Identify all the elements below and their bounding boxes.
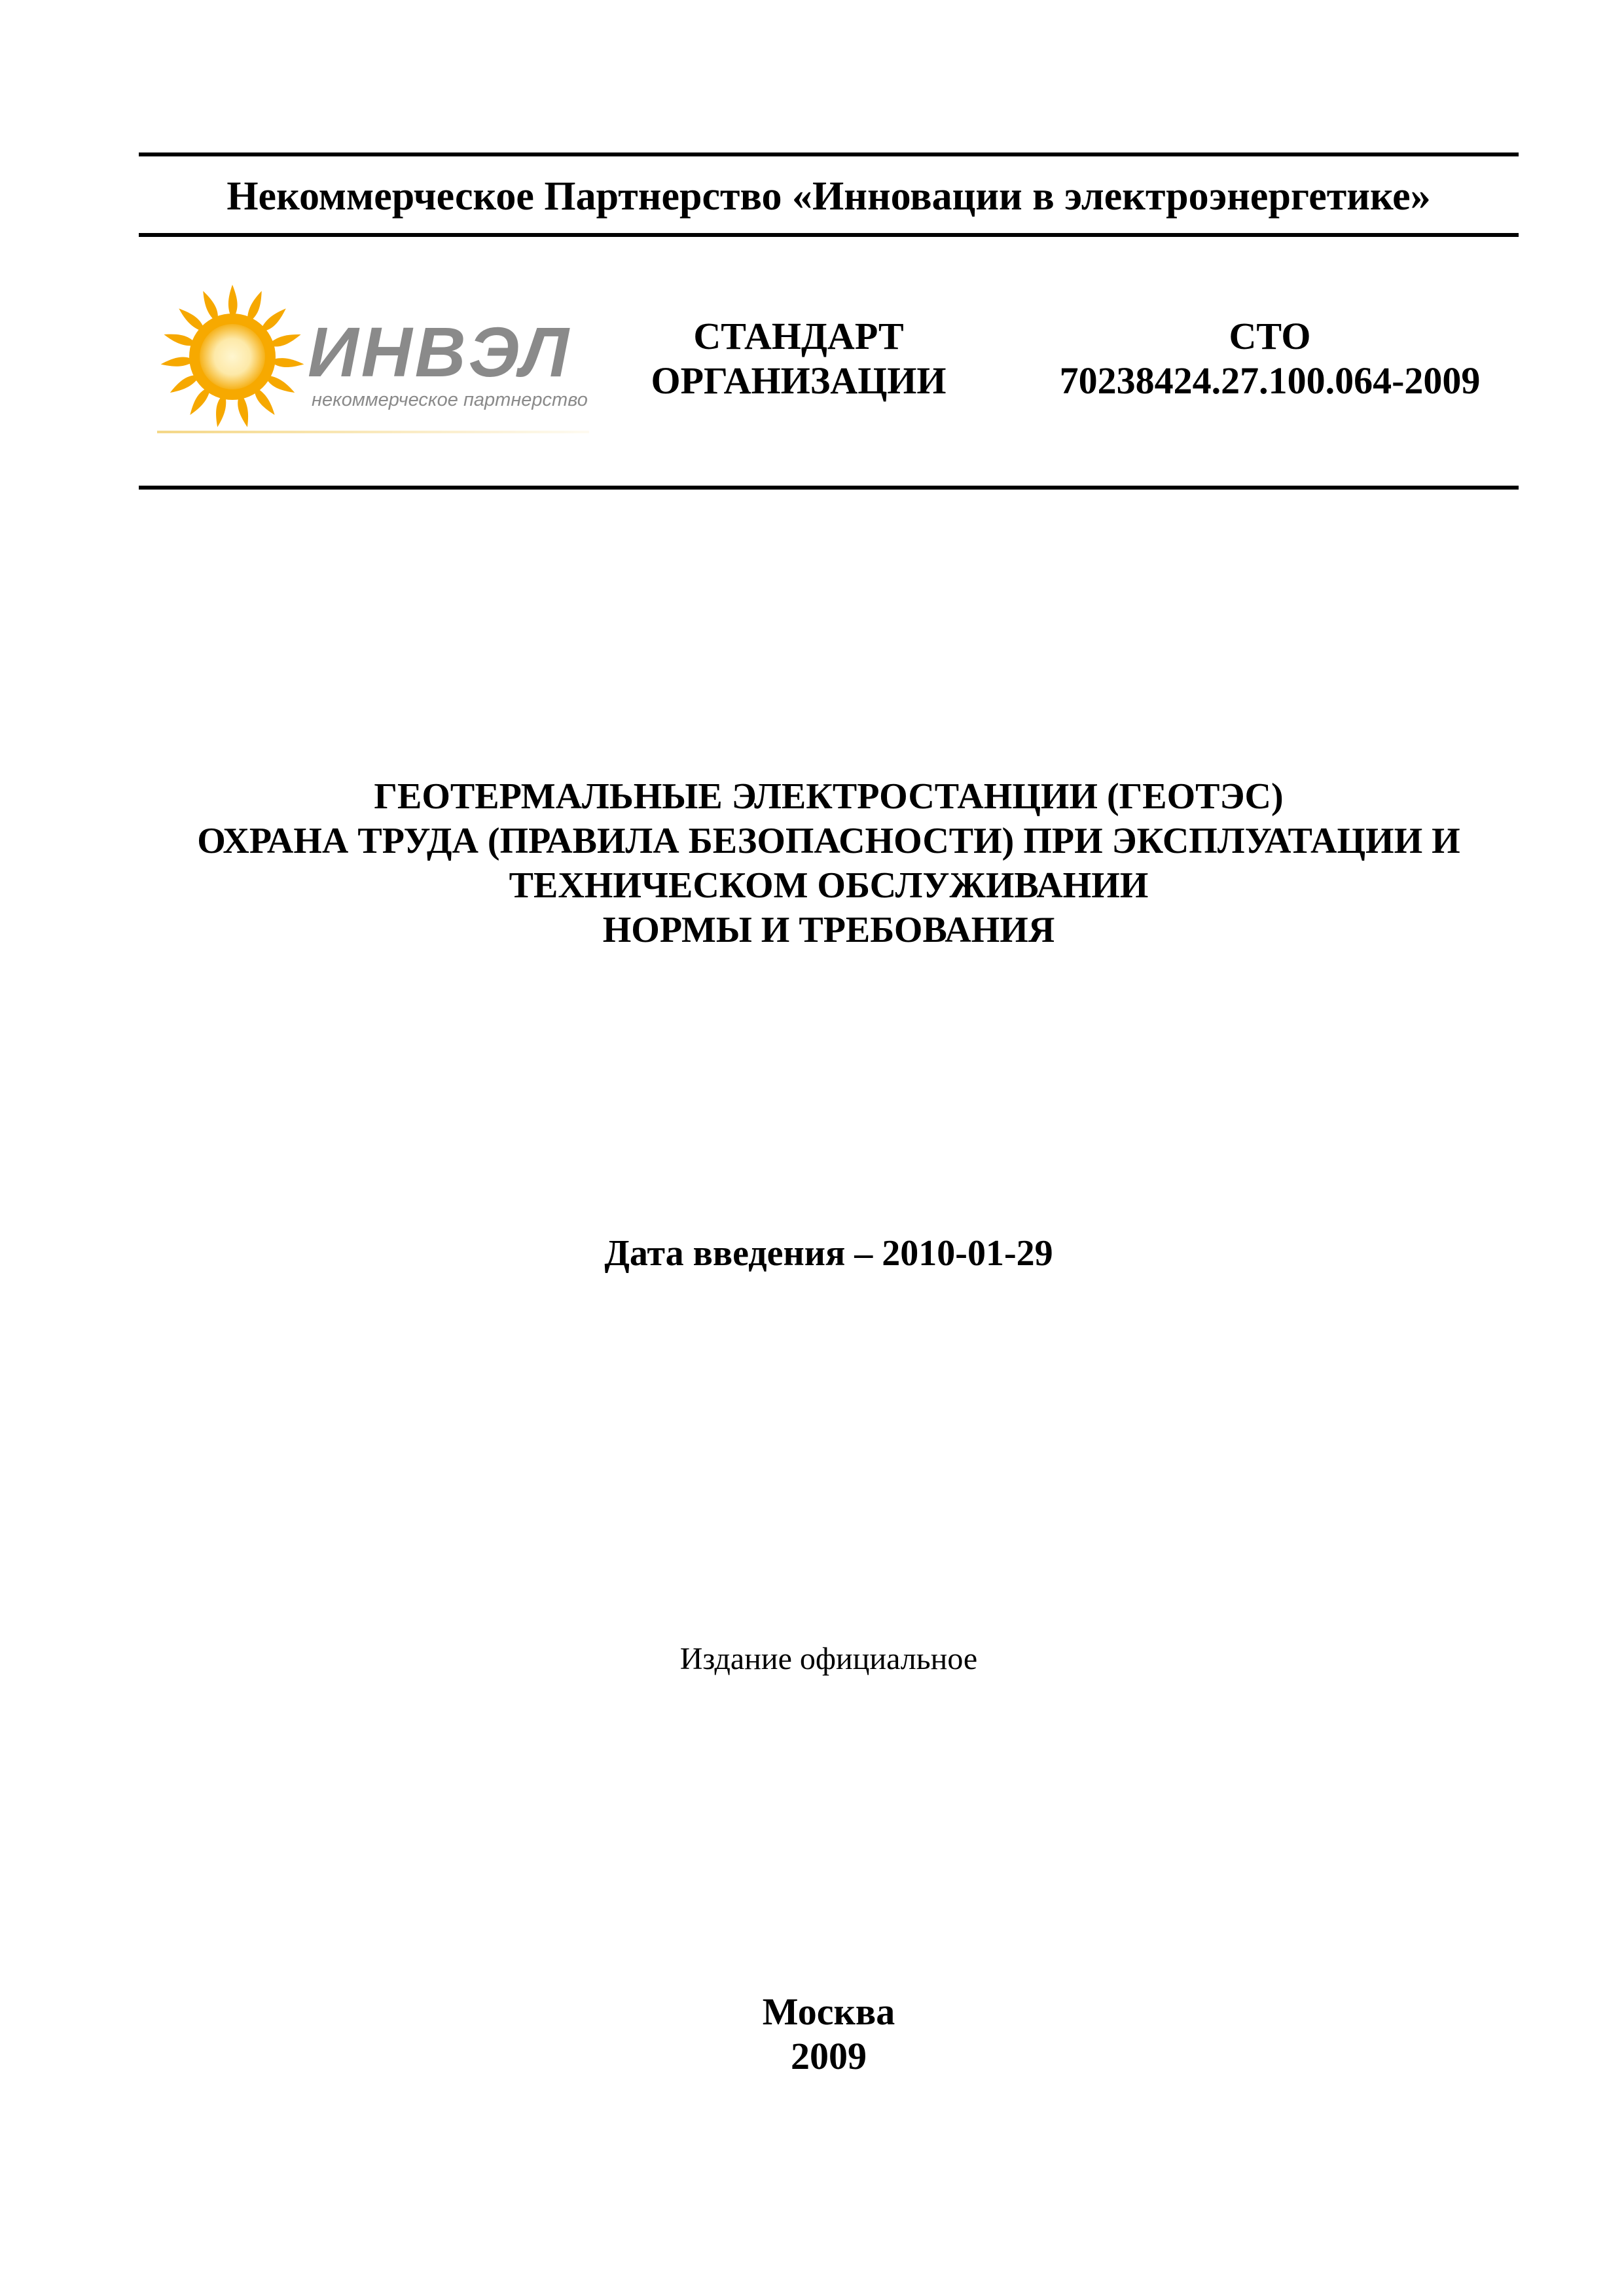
sun-icon [160,285,304,428]
standard-code-prefix: СТО [1229,315,1311,357]
title-line-1: ГЕОТЕРМАЛЬНЫЕ ЭЛЕКТРОСТАНЦИИ (ГЕОТЭС) [374,776,1284,817]
standard-code-number: 70238424.27.100.064-2009 [1059,359,1481,402]
title-line-3: ТЕХНИЧЕСКОМ ОБСЛУЖИВАНИИ [509,865,1149,906]
logo-underline [157,431,589,433]
top-rule [139,152,1519,156]
publication-year: 2009 [791,2035,867,2077]
header-rule [139,233,1519,237]
standard-code [1021,314,1519,403]
title-line-4: НОРМЫ И ТРЕБОВАНИЯ [602,910,1055,950]
invel-logo [157,281,592,439]
logo-subtitle: некоммерческое партнерство [312,389,588,410]
introduction-date: Дата введения – 2010-01-29 [604,1233,1053,1274]
edition-note: Издание официальное [679,1641,978,1676]
publication-city: Москва [762,1990,895,2033]
publication-place-year [139,1990,1519,2079]
standard-label-line2: ОРГАНИЗАЦИИ [651,359,947,402]
header-bottom-rule [139,486,1519,490]
document-title [139,774,1519,952]
title-line-2: ОХРАНА ТРУДА (ПРАВИЛА БЕЗОПАСНОСТИ) ПРИ ЭКСПЛУАТАЦИИ И [197,821,1460,861]
standard-label [628,314,969,403]
organization-name: Некоммерческое Партнерство «Инновации в электроэнергетике» [226,174,1431,219]
logo-wordmark: ИНВЭЛ [308,312,571,391]
invel-logo-graphic [157,281,592,439]
standard-label-line1: СТАНДАРТ [693,315,904,357]
